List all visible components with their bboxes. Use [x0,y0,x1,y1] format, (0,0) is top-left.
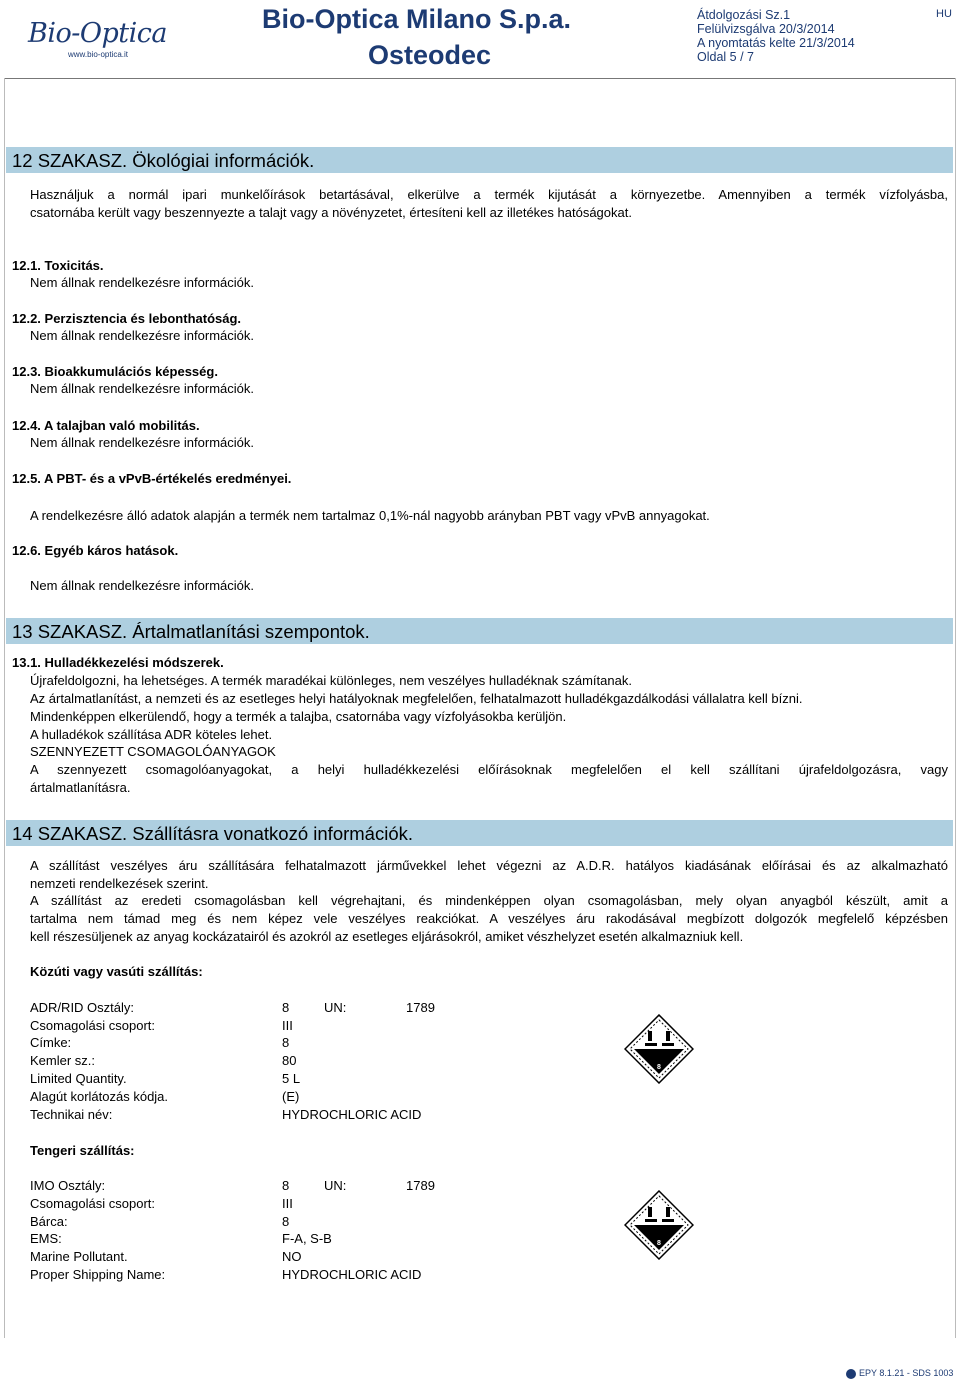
road-row-label: Kemler sz.: [30,1053,96,1068]
s12-intro-line2: csatornába került vagy beszennyezte a talajt vagy a növényzetet, értesíteni kell az illetékes hatóságokat. [30,205,632,220]
s12-4-text: Nem állnak rendelkezésre információk. [30,435,254,450]
corrosive-hazard-pictogram [624,1014,694,1084]
road-row-label: Technikai név: [30,1107,113,1122]
road-row-label: Címke: [30,1035,72,1050]
section-14-header [6,820,953,846]
section-12-header [6,147,953,173]
revision-number: Átdolgozási Sz.1 [697,8,791,22]
sea-row-label: Bárca: [30,1214,68,1229]
logo-url: www.bio-optica.it [68,50,129,59]
s13-1-heading: 13.1. Hulladékkezelési módszerek. [12,655,224,670]
left-border [4,78,5,1338]
section-13-title: 13 SZAKASZ. Ártalmatlanítási szempontok. [12,621,370,642]
s13-line-1: Újrafeldolgozni, ha lehetséges. A termék maradékai különleges, nem veszélyes hulladéknak számítanak. [30,673,632,688]
sea-transport-heading: Tengeri szállítás: [30,1143,135,1158]
road-un-value: 1789 [406,1000,435,1015]
sea-un-value: 1789 [406,1178,435,1193]
road-row-value: HYDROCHLORIC ACID [282,1107,422,1122]
company-name: Bio-Optica Milano S.p.a. [262,4,572,34]
s12-1-text: Nem állnak rendelkezésre információk. [30,275,254,290]
s14-para1-line1: A szállítást veszélyes áru szállítására felhatalmazott járművekkel lehet végezni az A.D.R. hatályos kiadásának előírásai és az alkalmazható [30,858,948,873]
sea-row-label: Csomagolási csoport: [30,1196,155,1211]
sea-row-label: Proper Shipping Name: [30,1267,166,1282]
s12-4-heading: 12.4. A talajban való mobilitás. [12,418,200,433]
road-row-label: Csomagolási csoport: [30,1018,155,1033]
road-row-value: 8 [282,1035,290,1050]
s13-line-2: Az ártalmatlanítást, a nemzeti és az esetleges helyi hatályoknak megfelelően, felhatalmazott hulladékgazdálkodási vállalatra kell bízni. [30,691,803,706]
logo-text: Bio-Optica [28,18,167,49]
s12-6-heading: 12.6. Egyéb káros hatások. [12,543,179,558]
s12-6-text: Nem állnak rendelkezésre információk. [30,578,254,593]
sea-row-label: IMO Osztály: [30,1178,106,1193]
s14-para1-line2: nemzeti rendelkezések szerint. [30,876,209,891]
sea-row-value: 8 [282,1214,290,1229]
footer-text: EPY 8.1.21 - SDS 1003 [859,1368,954,1378]
sea-row-label: EMS: [30,1231,62,1246]
s12-2-heading: 12.2. Perzisztencia és lebonthatóság. [12,311,242,326]
road-row-label: Alagút korlátozás kódja. [30,1089,169,1104]
language-code: HU [936,8,952,20]
pictogram-number: 8 [657,1064,661,1071]
s12-5-heading: 12.5. A PBT- és a vPvB-értékelés eredményei. [12,471,292,486]
product-name: Osteodec [368,40,492,70]
sea-row-value: HYDROCHLORIC ACID [282,1267,422,1282]
road-transport-heading: Közúti vagy vasúti szállítás: [30,964,203,979]
footer [846,1368,953,1379]
header-divider [4,78,955,79]
s12-3-text: Nem állnak rendelkezésre információk. [30,381,254,396]
s13-line-4: A hulladékok szállítása ADR köteles lehet. [30,727,273,742]
sea-un-label: UN: [324,1178,347,1193]
s13-line-6a: A szennyezett csomagolóanyagokat, a helyi hulladékkezelési előírásoknak megfelelően el kell szállítani újrafeldolgozásra, vagy [30,762,948,777]
road-row-value: 5 L [282,1071,301,1086]
right-border [955,78,956,1338]
epy-logo-icon [846,1369,856,1379]
s13-line-5: SZENNYEZETT CSOMAGOLÓANYAGOK [30,744,276,759]
road-un-label: UN: [324,1000,347,1015]
company-logo [28,18,178,58]
road-row-value: III [282,1018,293,1033]
s12-3-heading: 12.3. Bioakkumulációs képesség. [12,364,218,379]
s12-intro-line1: Használjuk a normál ipari munkelőírások betartásával, elkerülve a termék kijutását a környezetbe. Amennyiben a termék vízfolyásba, [30,187,948,202]
sea-row-label: Marine Pollutant. [30,1249,128,1264]
s13-line-3: Mindenképpen elkerülendő, hogy a termék a talajba, csatornába vagy vízfolyásokba kerüljön. [30,709,567,724]
section-14-title: 14 SZAKASZ. Szállításra vonatkozó információk. [12,823,414,844]
s14-para2-line3: kell részesüljenek az anyag kockázatairól és azokról az esetleges eljárásokról, amiket vészhelyzet esetén alkalmazniuk kell. [30,929,744,944]
sea-row-value: III [282,1196,293,1211]
sea-row-value: F-A, S-B [282,1231,332,1246]
section-12-title: 12 SZAKASZ. Ökológiai információk. [12,150,315,171]
sea-row-value: 8 [282,1178,290,1193]
sea-row-value: NO [282,1249,302,1264]
s14-para2-line1: A szállítást az eredeti csomagolásban kell végrehajtani, és mindenképpen olyan csomagolásban, mely olyan anyagból készült, amit a [30,893,948,908]
page-number: Oldal 5 / 7 [697,50,754,64]
road-row-value: 8 [282,1000,290,1015]
section-13-header [6,618,953,644]
corrosive-hazard-pictogram [624,1190,694,1260]
road-row-value: 80 [282,1053,297,1068]
road-row-label: ADR/RID Osztály: [30,1000,135,1015]
s12-5-text: A rendelkezésre álló adatok alapján a termék nem tartalmaz 0,1%-nál nagyobb arányban PBT vagy vPvB annyagokat. [30,508,710,523]
s14-para2-line2: tartalma nem támad meg és nem képez vele veszélyes reakciókat. A veszélyes áru rakodásával megbízott dolgozók megfelelő képzésben [30,911,948,926]
s13-line-6b: ártalmatlanításra. [30,780,131,795]
road-row-label: Limited Quantity. [30,1071,127,1086]
s12-2-text: Nem állnak rendelkezésre információk. [30,328,254,343]
review-date: Felülvizsgálva 20/3/2014 [697,22,835,36]
road-row-value: (E) [282,1089,300,1104]
pictogram-number: 8 [657,1240,661,1247]
print-date: A nyomtatás kelte 21/3/2014 [697,36,855,50]
s12-1-heading: 12.1. Toxicitás. [12,258,104,273]
